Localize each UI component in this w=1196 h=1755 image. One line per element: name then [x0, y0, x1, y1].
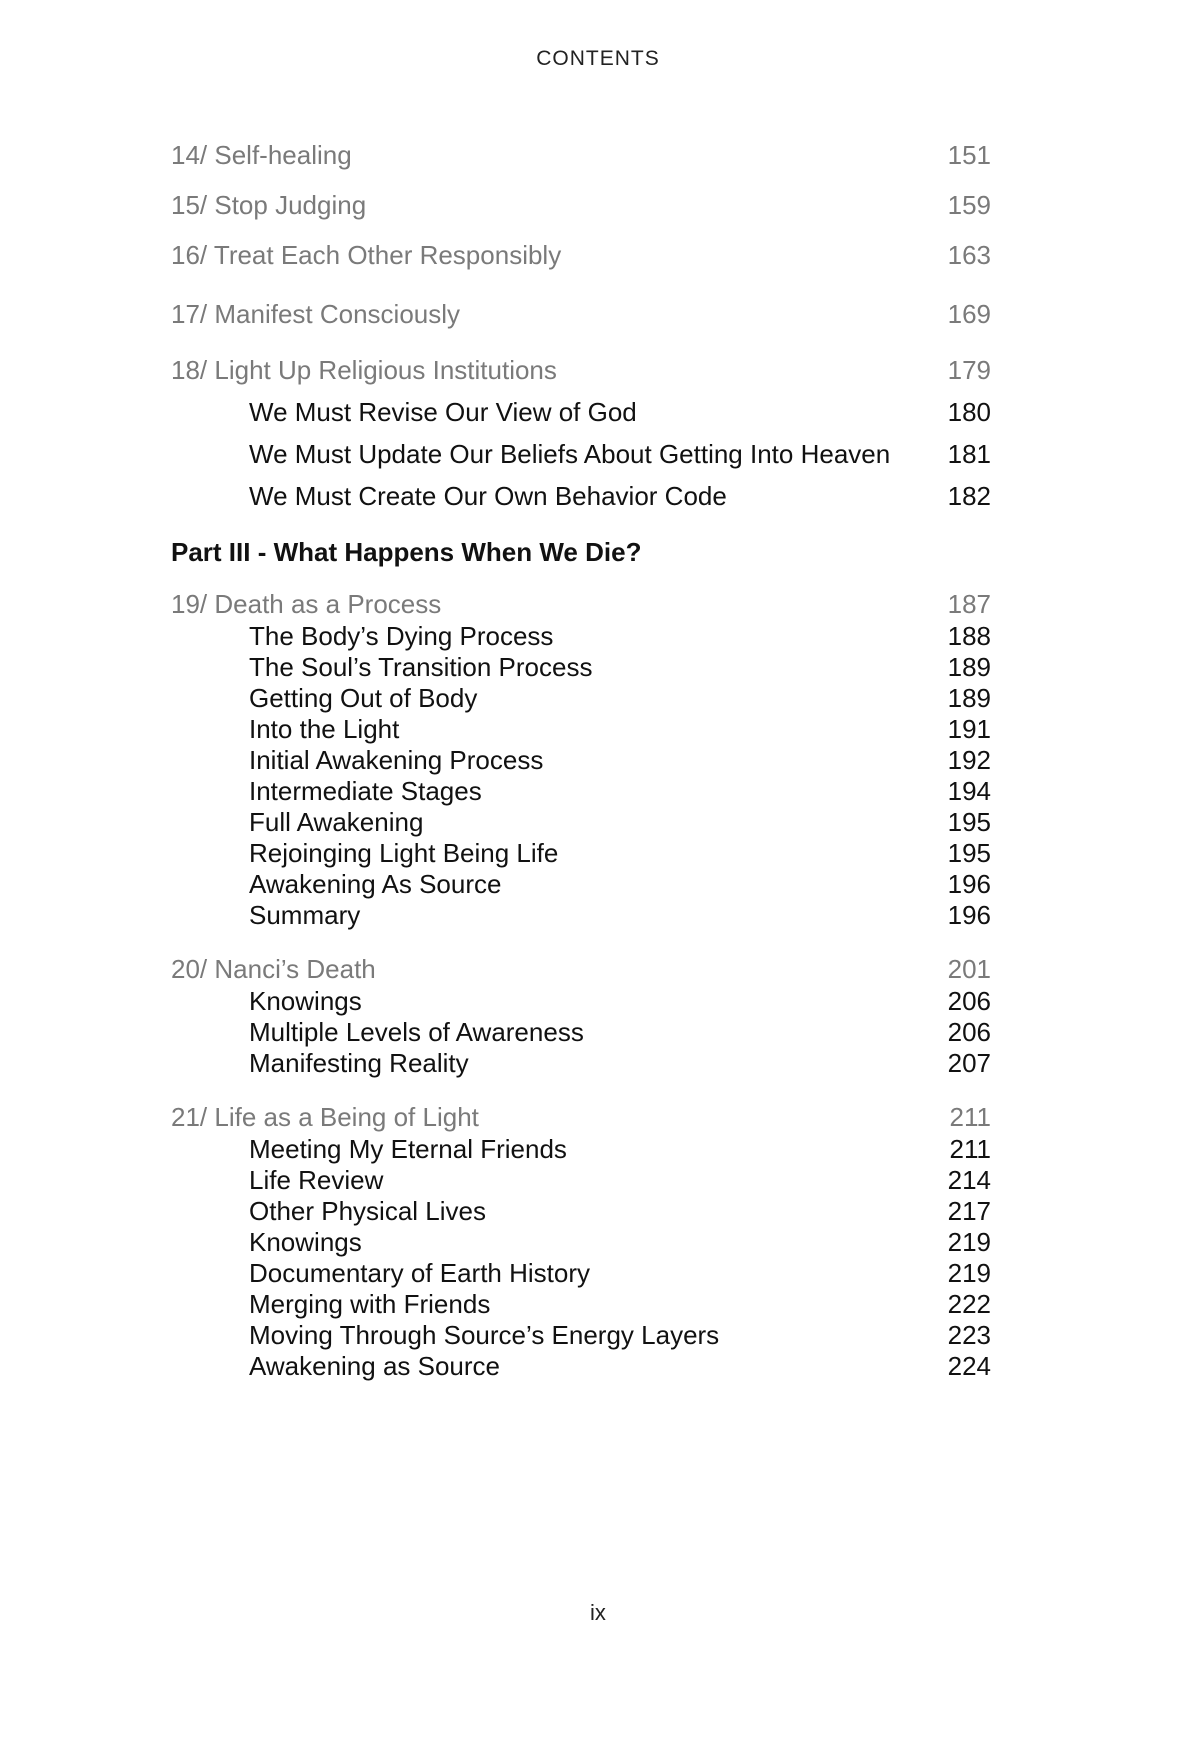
toc-section: [171, 1196, 991, 1227]
toc-chapter: [171, 353, 991, 387]
toc-page-number: 189: [947, 683, 991, 713]
toc-section-title: Into the Light: [249, 714, 400, 744]
toc-section: [171, 807, 991, 838]
part-heading: Part III - What Happens When We Die?: [171, 537, 642, 567]
toc-section-title: Merging with Friends: [249, 1289, 491, 1319]
toc-chapter-title: 19/ Death as a Process: [171, 589, 442, 619]
toc-page-number: 211: [949, 1134, 991, 1164]
toc-page-number: 219: [947, 1258, 991, 1288]
toc-page-number: 179: [947, 355, 991, 385]
toc-page-number: 207: [947, 1048, 991, 1078]
toc-section: [171, 745, 991, 776]
toc-section: [171, 683, 991, 714]
toc-section: [171, 1134, 991, 1165]
toc-chapter: [171, 238, 991, 272]
toc-page-number: 191: [947, 714, 991, 744]
toc-section-title: Summary: [249, 900, 361, 930]
toc-section: [171, 838, 991, 869]
toc-chapter: [171, 138, 991, 172]
toc-page-number: 192: [947, 745, 991, 775]
toc-section: [171, 621, 991, 652]
toc-page-number: 159: [947, 190, 991, 220]
toc-chapter: [171, 297, 991, 331]
toc-page-number: 219: [947, 1227, 991, 1257]
table-of-contents: [171, 138, 991, 1382]
toc-section-title: Knowings: [249, 986, 362, 1016]
page-number-folio: ix: [590, 1600, 606, 1625]
toc-section-title: Rejoinging Light Being Life: [249, 838, 559, 868]
toc-section-title: Awakening As Source: [249, 869, 502, 899]
toc-page-number: 214: [947, 1165, 991, 1195]
toc-page-number: 188: [947, 621, 991, 651]
toc-chapter: [171, 952, 991, 986]
toc-page-number: 211: [949, 1102, 991, 1132]
toc-chapter-title: 17/ Manifest Consciously: [171, 299, 461, 329]
toc-section: [171, 900, 991, 931]
toc-section: [171, 1289, 991, 1320]
toc-section: [171, 1351, 991, 1382]
toc-chapter-title: 14/ Self-healing: [171, 140, 352, 170]
toc-page-number: 196: [947, 900, 991, 930]
toc-section-title: We Must Update Our Beliefs About Getting Into Heaven: [249, 439, 891, 469]
toc-section-title: We Must Revise Our View of God: [249, 397, 637, 427]
toc-section-title: Awakening as Source: [249, 1351, 501, 1381]
toc-page-number: 222: [947, 1289, 991, 1319]
toc-chapter: [171, 1100, 991, 1134]
toc-section-title: Manifesting Reality: [249, 1048, 469, 1078]
toc-section: [171, 1165, 991, 1196]
toc-section: [171, 437, 991, 471]
toc-section: [171, 395, 991, 429]
toc-page-number: 182: [947, 481, 991, 511]
toc-page-number: 169: [947, 299, 991, 329]
toc-section-title: Initial Awakening Process: [249, 745, 544, 775]
toc-section-title: Meeting My Eternal Friends: [249, 1134, 567, 1164]
toc-section: [171, 652, 991, 683]
toc-section: [171, 1258, 991, 1289]
toc-page-number: 224: [947, 1351, 991, 1381]
toc-page-number: 206: [947, 1017, 991, 1047]
toc-page-number: 196: [947, 869, 991, 899]
toc-section-title: We Must Create Our Own Behavior Code: [249, 481, 727, 511]
toc-page-number: 195: [947, 807, 991, 837]
toc-chapter-title: 21/ Life as a Being of Light: [171, 1102, 479, 1132]
toc-page-number: 194: [947, 776, 991, 806]
toc-page-number: 181: [947, 439, 991, 469]
toc-section: [171, 986, 991, 1017]
toc-section-title: Documentary of Earth History: [249, 1258, 591, 1288]
toc-chapter-title: 16/ Treat Each Other Responsibly: [171, 240, 562, 270]
toc-section: [171, 776, 991, 807]
toc-section-title: Full Awakening: [249, 807, 424, 837]
toc-page-number: 163: [947, 240, 991, 270]
toc-section: [171, 1320, 991, 1351]
running-head: CONTENTS: [536, 47, 660, 70]
toc-section-title: Knowings: [249, 1227, 362, 1257]
toc-section-title: Moving Through Source’s Energy Layers: [249, 1320, 720, 1350]
toc-section: [171, 1048, 991, 1079]
toc-section-title: Intermediate Stages: [249, 776, 482, 806]
toc-page-number: 187: [947, 589, 991, 619]
toc-page-number: 195: [947, 838, 991, 868]
toc-section: [171, 869, 991, 900]
toc-section-title: Life Review: [249, 1165, 384, 1195]
toc-section-title: Other Physical Lives: [249, 1196, 486, 1226]
toc-section-title: Multiple Levels of Awareness: [249, 1017, 584, 1047]
toc-chapter: [171, 188, 991, 222]
toc-page-number: 151: [947, 140, 991, 170]
toc-chapter-title: 18/ Light Up Religious Institutions: [171, 355, 557, 385]
toc-section: [171, 1017, 991, 1048]
toc-chapter-title: 20/ Nanci’s Death: [171, 954, 376, 984]
toc-page-number: 189: [947, 652, 991, 682]
toc-section-title: Getting Out of Body: [249, 683, 478, 713]
toc-page-number: 223: [947, 1320, 991, 1350]
toc-page-number: 217: [947, 1196, 991, 1226]
toc-section-title: The Body’s Dying Process: [249, 621, 554, 651]
toc-chapter-title: 15/ Stop Judging: [171, 190, 367, 220]
toc-section: [171, 1227, 991, 1258]
toc-page-number: 201: [947, 954, 991, 984]
toc-page-number: 206: [947, 986, 991, 1016]
toc-chapter: [171, 587, 991, 621]
toc-page-number: 180: [947, 397, 991, 427]
toc-section-title: The Soul’s Transition Process: [249, 652, 593, 682]
toc-section: [171, 479, 991, 513]
toc-section: [171, 714, 991, 745]
